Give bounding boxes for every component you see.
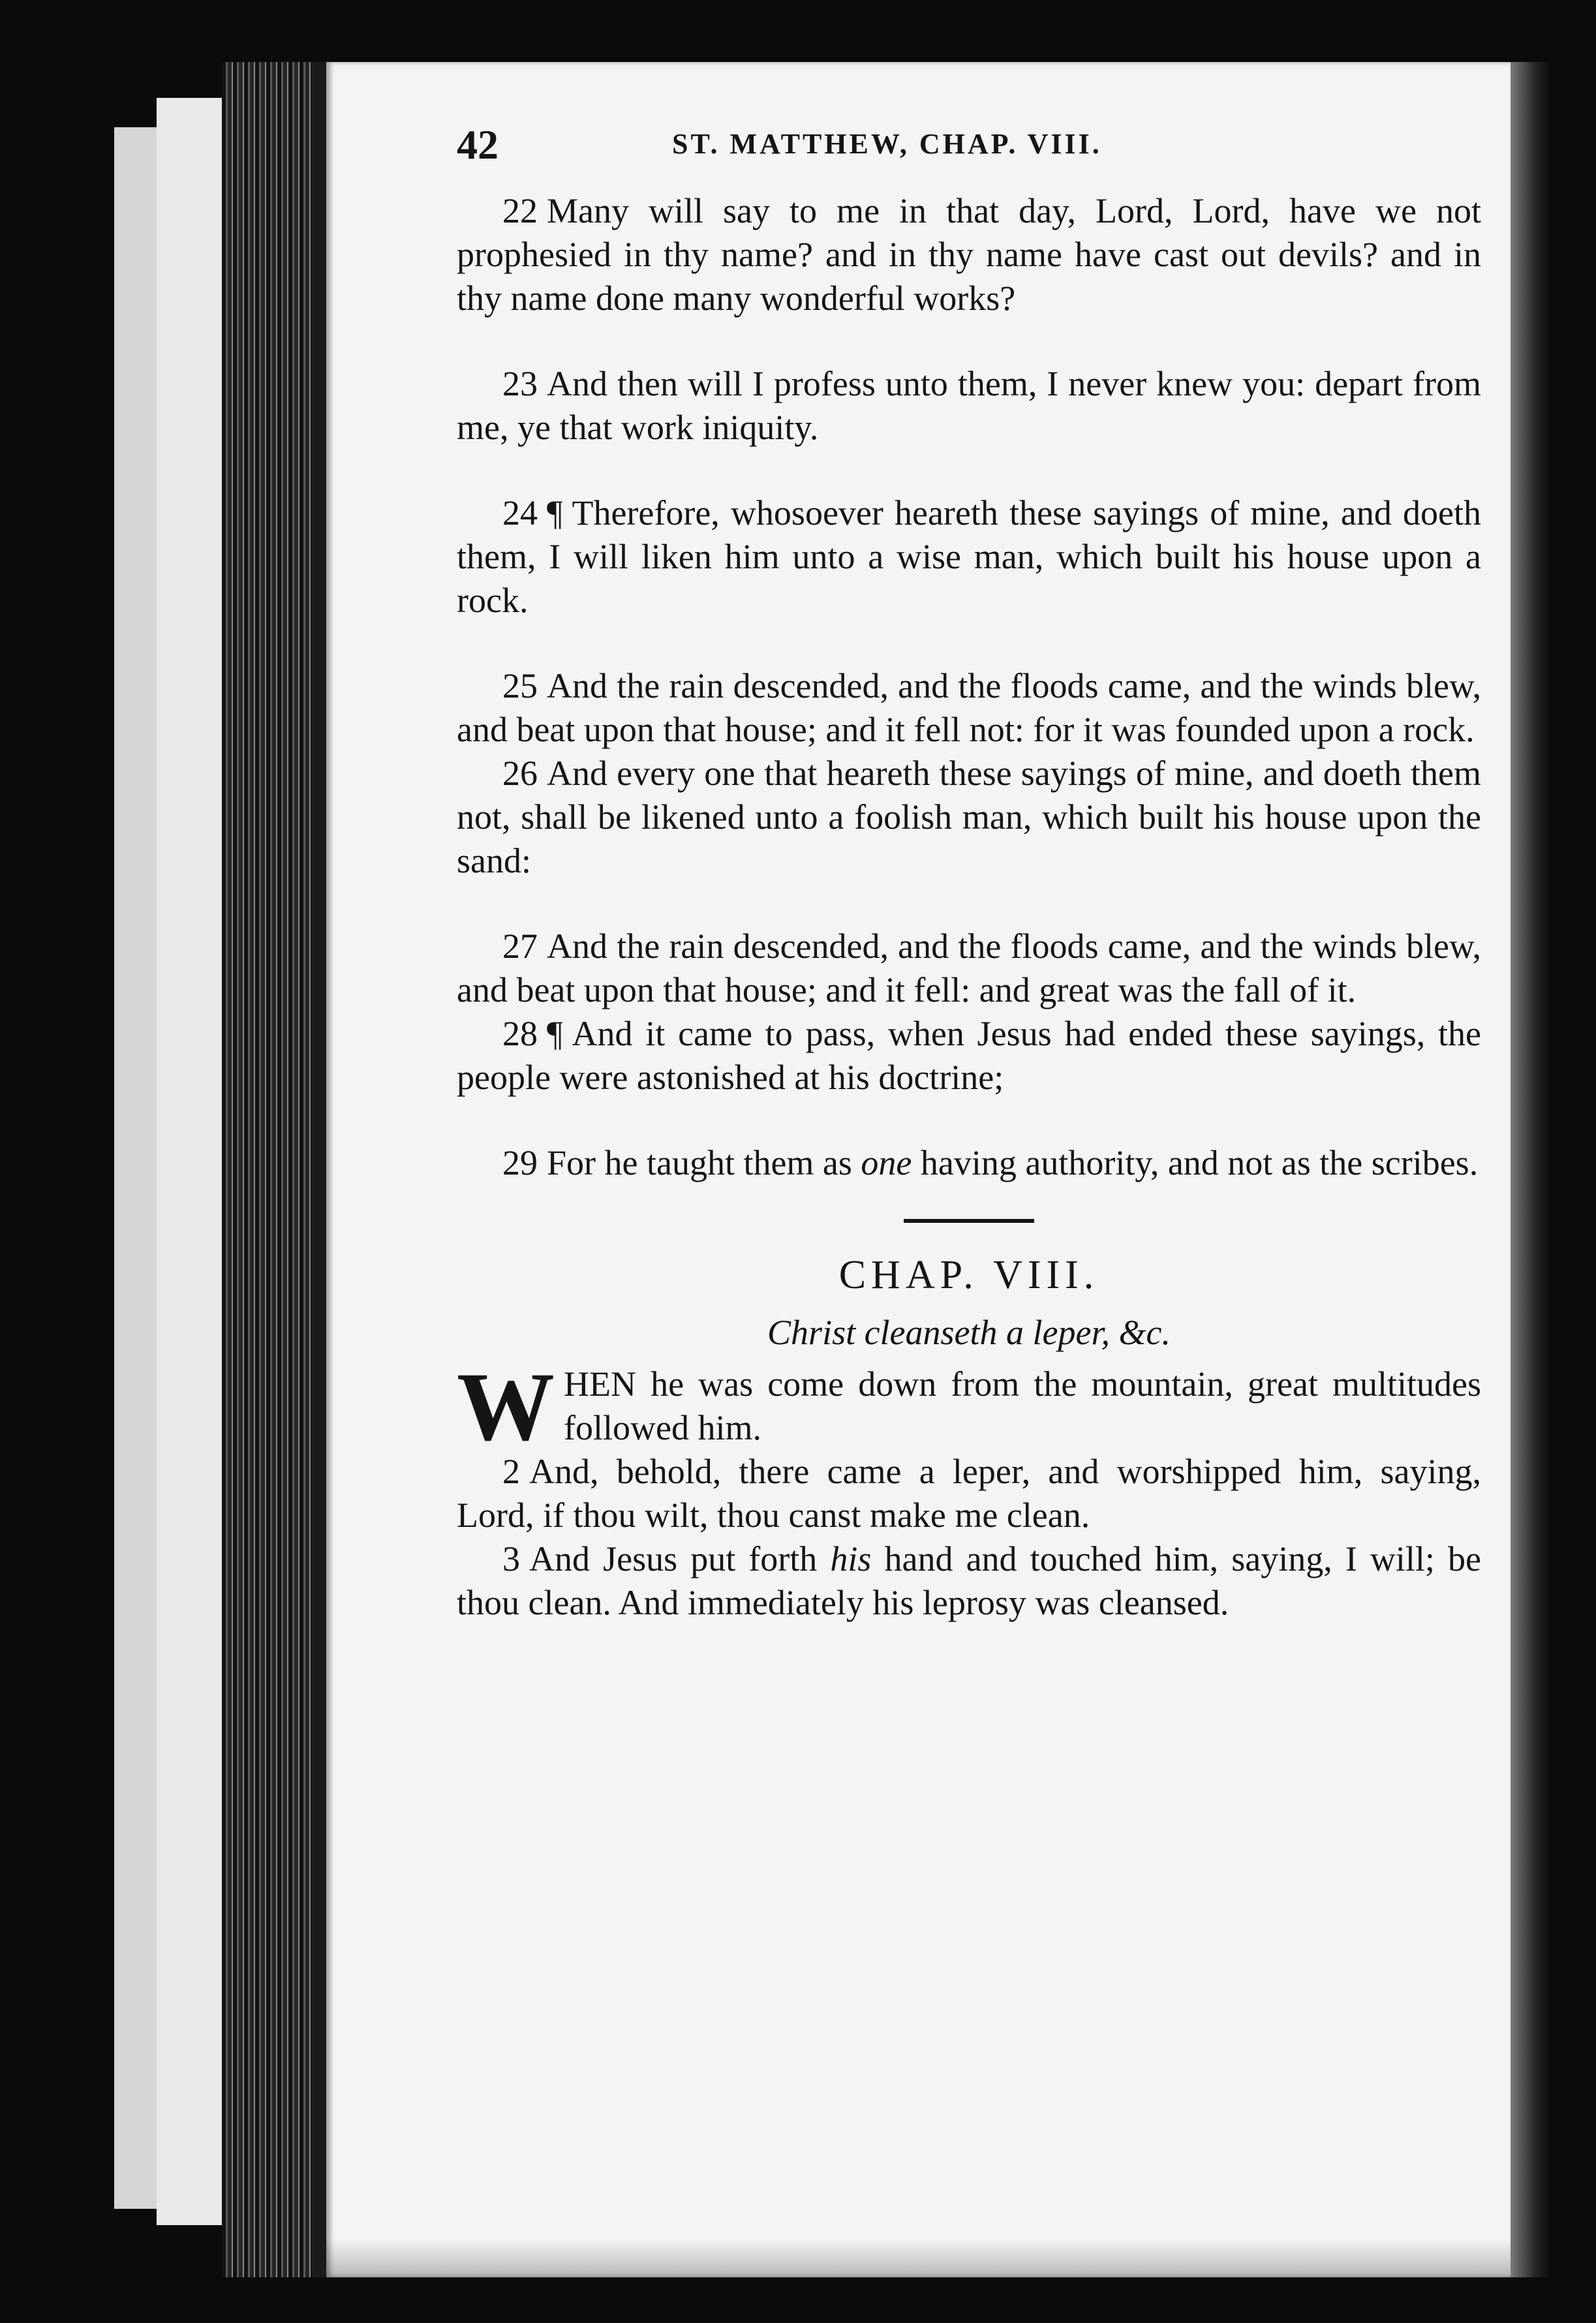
page-number: 42 [457, 121, 499, 168]
verse-number: 27 [502, 927, 538, 966]
verse-number: 28 [502, 1014, 538, 1053]
verse-text: HEN he was come down from the mountain, great multitudes followed him. [564, 1364, 1481, 1447]
verse-text: And then will I profess unto them, I never knew you: depart from me, ye that work iniquity. [457, 364, 1481, 447]
verse-number: 3 [502, 1539, 520, 1578]
verse-number: 29 [502, 1143, 538, 1182]
drop-cap: W [457, 1353, 555, 1461]
running-head: ST. MATTHEW, CHAP. VIII. [672, 128, 1102, 160]
verse-text: And the rain descended, and the floods came, and the winds blew, and beat upon that house; and it fell: and great was the fall of it. [457, 927, 1481, 1009]
page-text [457, 189, 1481, 1625]
chapter-divider-rule [904, 1219, 1034, 1223]
verse-number: 23 [502, 364, 538, 403]
pilcrow-mark: ¶ [547, 1014, 563, 1053]
book-edge-inner [157, 98, 228, 2225]
verse-22 [457, 189, 1481, 320]
verse-text: For he taught them as [547, 1143, 861, 1182]
verse-number: 26 [502, 754, 538, 793]
verse-1 [457, 1353, 1481, 1461]
verse-number: 2 [502, 1452, 520, 1491]
verse-text: Many will say to me in that day, Lord, Lord, have we not prophesied in thy name? and in thy name have cast out devils? and in thy name done many wonderful works? [457, 191, 1481, 318]
verse-2 [457, 1450, 1481, 1537]
verse-28 [457, 1012, 1481, 1100]
verse-text: Therefore, whosoever heareth these sayings of mine, and doeth them, I will liken him unto a wise man, which built his house upon a rock. [457, 493, 1481, 620]
page-bottom-shadow [326, 2238, 1511, 2277]
verse-number: 24 [502, 493, 538, 532]
verse-3 [457, 1537, 1481, 1625]
verse-italic-word: one [861, 1143, 912, 1182]
chapter-title: CHAP. VIII. [838, 1253, 1099, 1297]
page-header [457, 121, 1481, 173]
verse-27 [457, 925, 1481, 1012]
book-gutter [312, 62, 326, 2277]
page-stack-edges [222, 62, 313, 2277]
verse-text: having authority, and not as the scribes. [912, 1143, 1479, 1182]
verse-italic-word: his [830, 1539, 872, 1578]
chapter-summary: Christ cleanseth a leper, &c. [767, 1313, 1171, 1352]
book-edge-outer [114, 127, 160, 2209]
verse-24 [457, 491, 1481, 623]
verse-number: 25 [502, 666, 538, 705]
verse-text: And, behold, there came a leper, and worshipped him, saying, Lord, if thou wilt, thou canst make me clean. [457, 1452, 1481, 1535]
verse-text: And the rain descended, and the floods came, and the winds blew, and beat upon that house; and it fell not: for it was founded upon a rock. [457, 666, 1481, 749]
verse-text: And Jesus put forth [529, 1539, 831, 1578]
verse-text: And it came to pass, when Jesus had ended these sayings, the people were astonished at his doctrine; [457, 1014, 1481, 1097]
verse-25 [457, 664, 1481, 752]
pilcrow-mark: ¶ [547, 493, 563, 532]
page-right-edge [1511, 62, 1550, 2277]
verse-text: hand and touched him, saying, I will; be thou clean. And immediately his leprosy was cleansed. [457, 1539, 1482, 1622]
verse-26 [457, 752, 1481, 883]
verse-23 [457, 362, 1481, 450]
verse-text: And every one that heareth these sayings of mine, and doeth them not, shall be likened unto a foolish man, which built his house upon the sand: [457, 754, 1481, 880]
verse-29 [457, 1141, 1481, 1185]
verse-number: 22 [502, 191, 538, 230]
